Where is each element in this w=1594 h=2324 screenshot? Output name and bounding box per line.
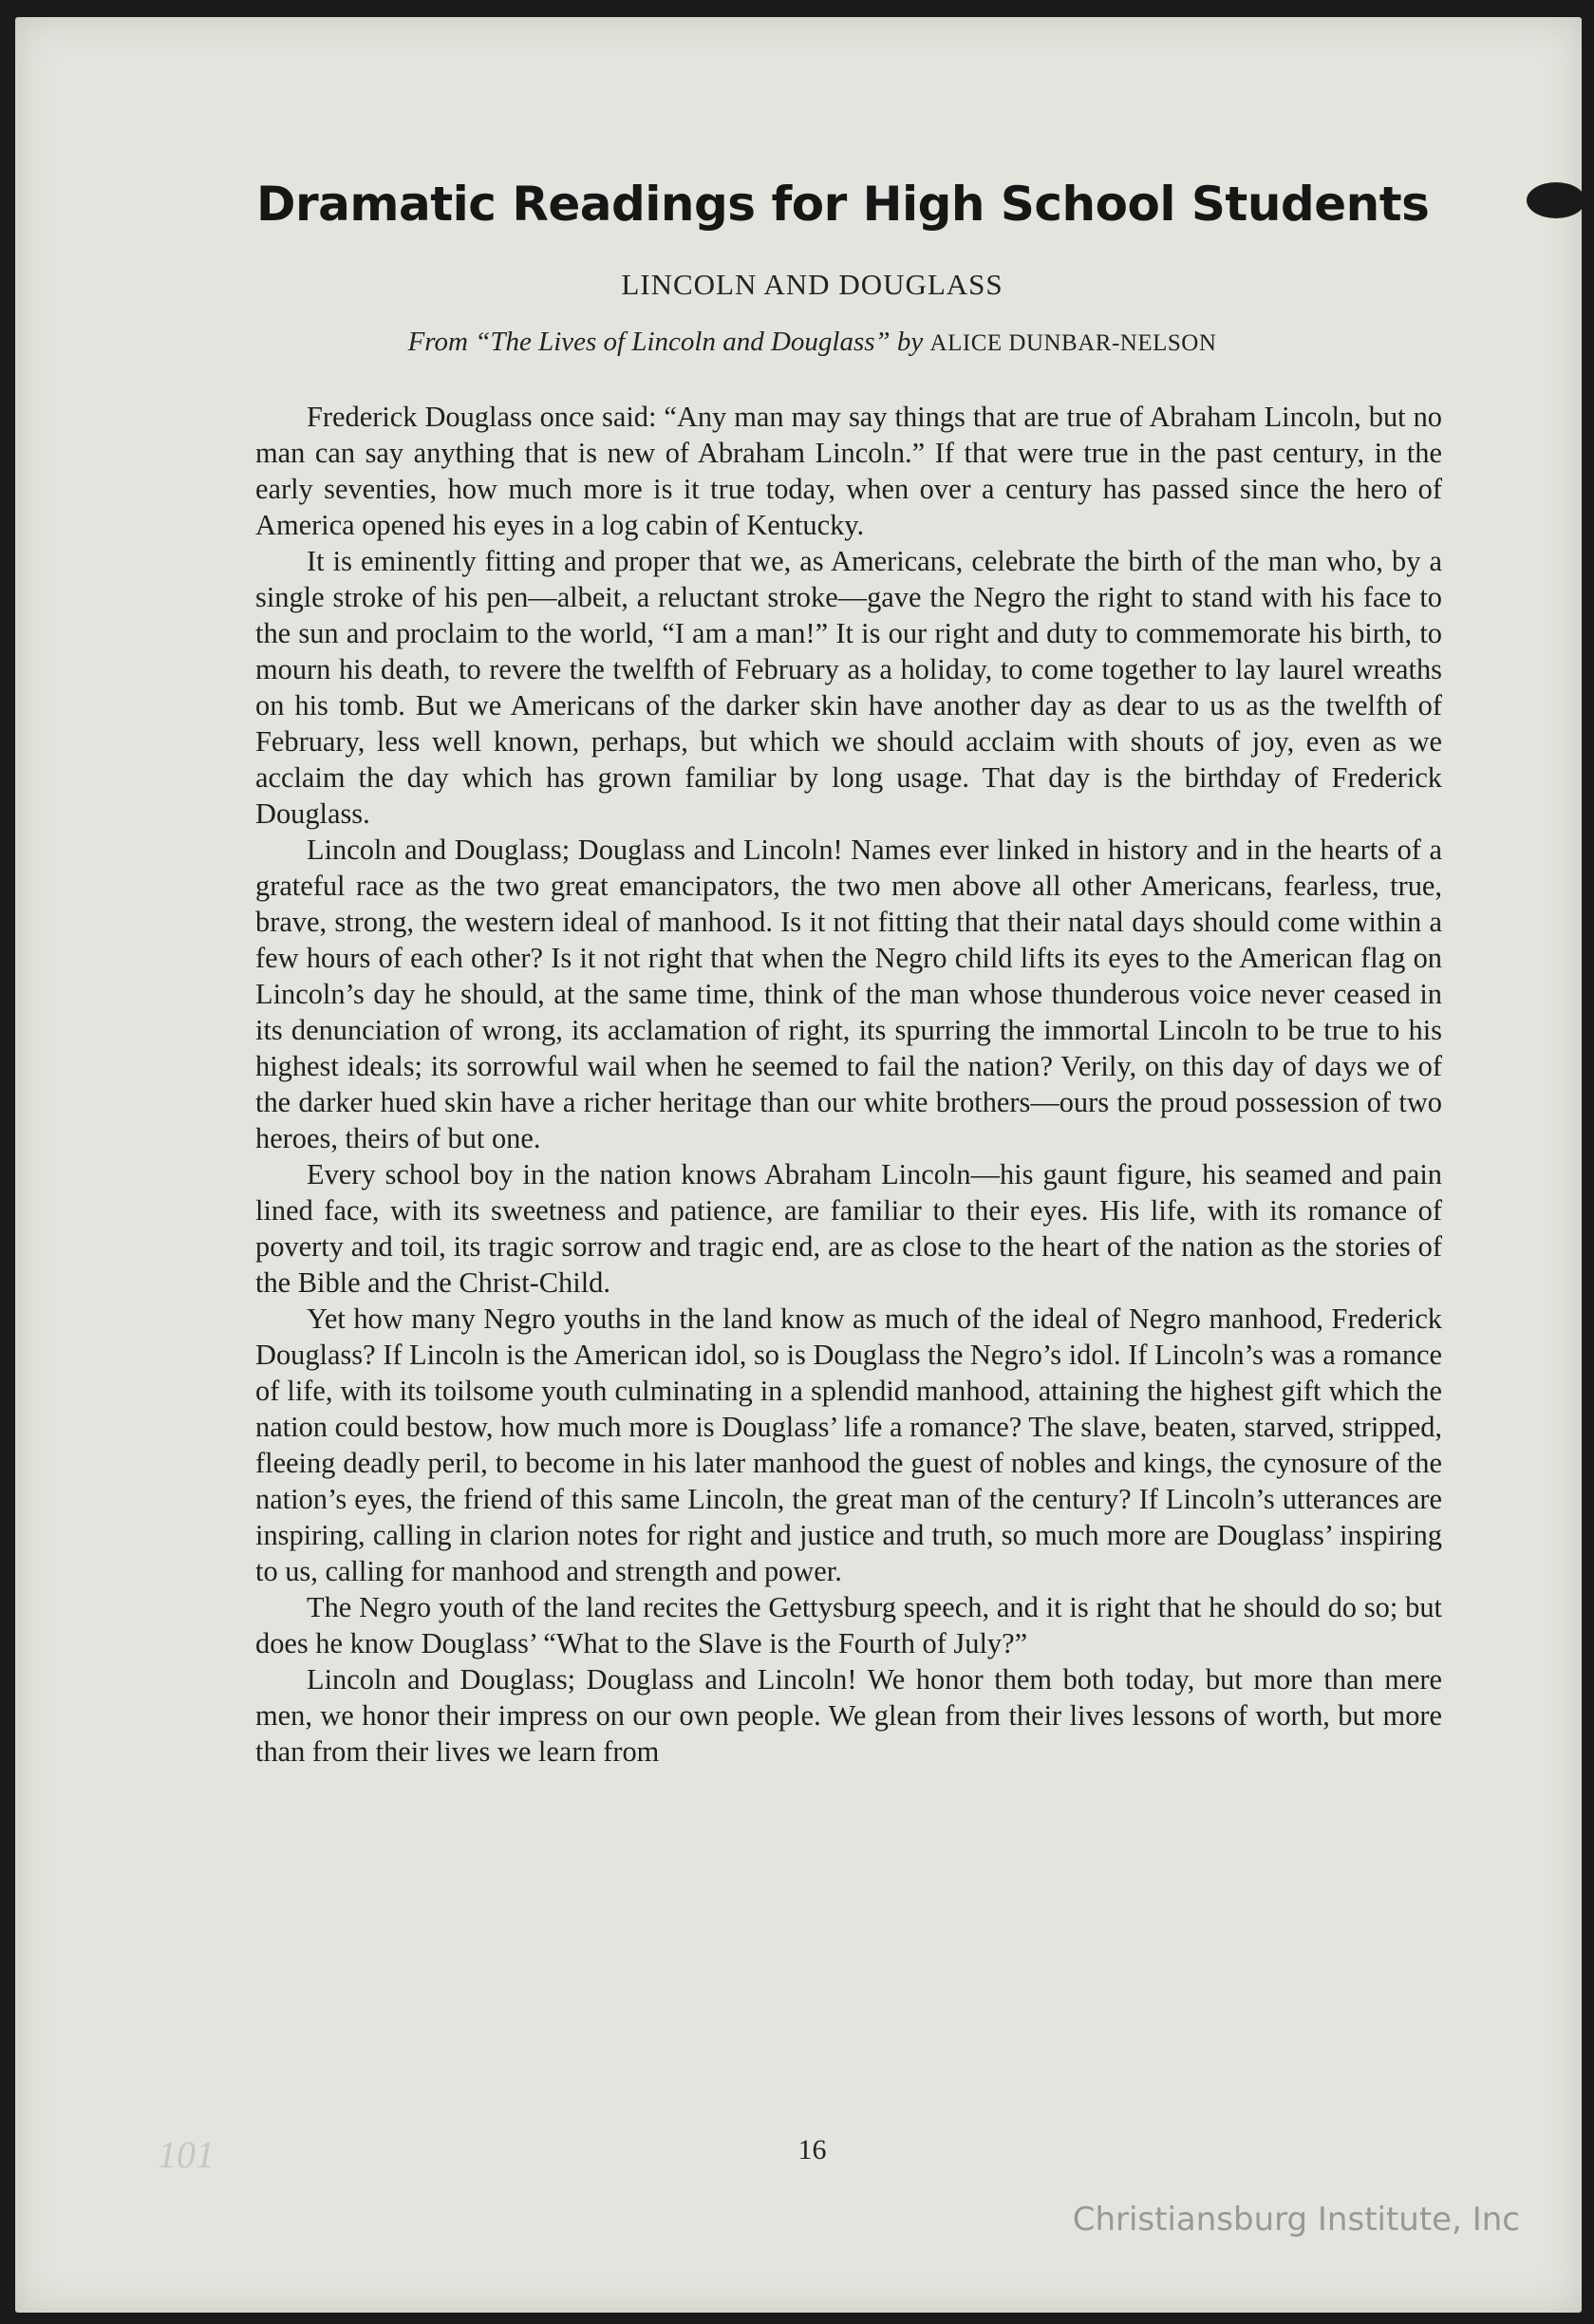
- punch-hole: [1527, 182, 1585, 218]
- paragraph: The Negro youth of the land recites the Gettysburg speech, and it is right that he should do so; but does he know Douglass’ “What to the Slave is the Fourth of July?”: [255, 1591, 1442, 1659]
- paragraph: Frederick Douglass once said: “Any man may say things that are true of Abraham Lincoln, but no man can say anything that is new of Abraham Lincoln.” If that were true in the past century, in the early seventies, how much more is it true today, when over a century has passed since the hero of America opened his eyes in a log cabin of Kentucky.: [255, 401, 1442, 541]
- paragraph: Every school boy in the nation knows Abraham Lincoln—his gaunt figure, his seamed and pain lined face, with its sweetness and patience, are familiar to their eyes. His life, with its romance of poverty and toil, its tragic sorrow and tragic end, are as close to the heart of the nation as the stories of the Bible and the Christ-Child.: [255, 1158, 1442, 1299]
- paragraph: Yet how many Negro youths in the land know as much of the ideal of Negro manhood, Frederick Douglass? If Lincoln is the American idol, so is Douglass the Negro’s idol. If Lincoln’s was a romance of life, with its toilsome youth culminating in a splendid manhood, attaining the highest gift which the nation could bestow, how much more is Douglass’ life a romance? The slave, beaten, starved, stripped, fleeing deadly peril, to become in his later manhood the guest of nobles and kings, the cynosure of the nation’s eyes, the friend of this same Lincoln, the great man of the century? If Lincoln’s utterances are inspiring, calling in clarion notes for right and justice and truth, so much more are Douglass’ inspiring to us, calling for manhood and strength and power.: [255, 1303, 1442, 1587]
- watermark: Christiansburg Institute, Inc: [1072, 2201, 1520, 2239]
- pencil-annotation: 101: [158, 2133, 215, 2176]
- document-page: [15, 17, 1582, 2313]
- article-body: [255, 399, 1442, 1770]
- article-title: LINCOLN AND DOUGLASS: [621, 268, 1003, 301]
- paragraph: Lincoln and Douglass; Douglass and Lincoln! We honor them both today, but more than mere men, we honor their impress on our own people. We glean from their lives lessons of worth, but more than from their lives we learn from: [255, 1663, 1442, 1768]
- paragraph: It is eminently fitting and proper that we, as Americans, celebrate the birth of the man who, by a single stroke of his pen—albeit, a reluctant stroke—gave the Negro the right to stand with his face to the sun and proclaim to the world, “I am a man!” It is our right and duty to commemorate his birth, to mourn his death, to revere the twelfth of February as a holiday, to come together to lay laurel wreaths on his tomb. But we Americans of the darker skin have another day as dear to us as the twelfth of February, less well known, perhaps, but which we should acclaim with shouts of joy, even as we acclaim the day which has grown familiar by long usage. That day is the birthday of Frederick Douglass.: [255, 545, 1442, 830]
- source-line: [15, 327, 1594, 358]
- source-author: ALICE DUNBAR-NELSON: [929, 330, 1217, 356]
- page-number: 16: [797, 2134, 827, 2165]
- source-prefix: From “The Lives of Lincoln and Douglass” by: [407, 327, 924, 357]
- paragraph: Lincoln and Douglass; Douglass and Lincoln! Names ever linked in history and in the hearts of a grateful race as the two great emancipators, the two men above all other Americans, fearless, true, brave, strong, the western ideal of manhood. Is it not fitting that their natal days should come within a few hours of each other? Is it not right that when the Negro child lifts its eyes to the American flag on Lincoln’s day he should, at the same time, think of the man whose thunderous voice never ceased in its denunciation of wrong, its acclamation of right, its spurring the immortal Lincoln to be true to his highest ideals; its sorrowful wail when he seemed to fail the nation? Verily, on this day of days we of the darker hued skin have a richer heritage than our white brothers—ours the proud possession of two heroes, theirs of but one.: [255, 834, 1442, 1154]
- page-heading: Dramatic Readings for High School Students: [256, 177, 1430, 232]
